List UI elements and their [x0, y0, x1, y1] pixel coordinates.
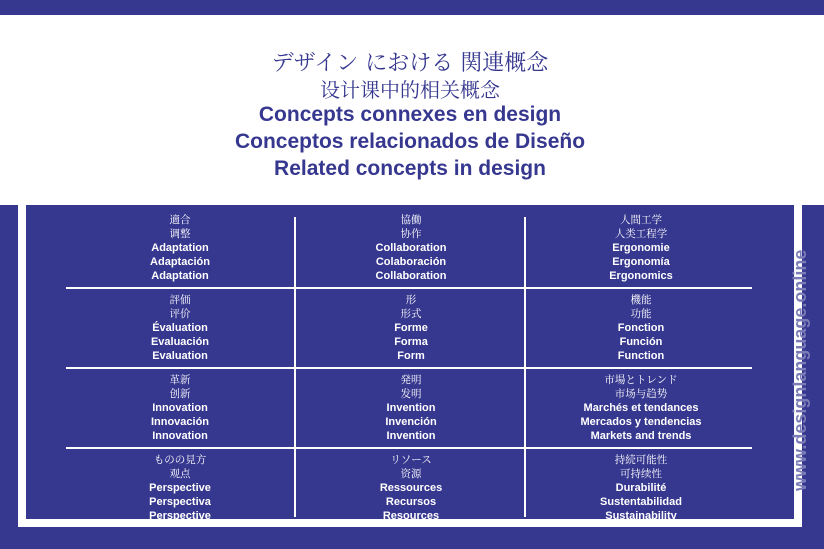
concept-cell	[296, 373, 526, 443]
concept-term-en: Perspective	[149, 510, 211, 522]
row-divider	[66, 367, 752, 369]
concept-term-fr: Marchés et tendances	[583, 402, 699, 414]
concept-cell	[65, 293, 295, 363]
concept-term-zh: 发明	[400, 388, 422, 400]
concept-term-zh: 协作	[400, 228, 422, 240]
concept-term-zh: 市场与趋势	[614, 388, 668, 400]
concept-cell	[526, 373, 756, 443]
concept-cell	[526, 293, 756, 363]
concept-term-es: Función	[619, 336, 663, 348]
concept-term-ja: 形	[405, 294, 417, 306]
concept-term-fr: Perspective	[149, 482, 211, 494]
concept-term-zh: 资源	[400, 468, 422, 480]
concept-term-en: Form	[397, 350, 425, 362]
concept-term-es: Mercados y tendencias	[580, 416, 702, 428]
concept-term-zh: 功能	[630, 308, 652, 320]
concept-term-en: Markets and trends	[590, 430, 692, 442]
title-chinese: 设计课中的相关概念	[320, 78, 500, 102]
title-block	[26, 23, 794, 205]
concept-term-zh: 调整	[169, 228, 191, 240]
title-english: Related concepts in design	[274, 157, 546, 180]
concept-term-fr: Évaluation	[152, 322, 208, 334]
concept-term-es: Perspectiva	[149, 496, 211, 508]
title-spanish: Conceptos relacionados de Diseño	[234, 130, 586, 153]
concept-term-es: Forma	[394, 336, 428, 348]
concept-term-zh: 评价	[169, 308, 191, 320]
row-divider	[66, 287, 752, 289]
concept-cell	[296, 453, 526, 523]
concept-term-fr: Innovation	[152, 402, 208, 414]
concept-term-es: Adaptación	[150, 256, 210, 268]
concept-term-ja: 革新	[169, 374, 191, 386]
concept-term-fr: Invention	[386, 402, 436, 414]
concept-term-zh: 人类工程学	[614, 228, 668, 240]
concept-cell	[296, 293, 526, 363]
concept-term-ja: 市場とトレンド	[604, 374, 678, 386]
concept-term-ja: ものの見方	[153, 454, 207, 466]
concept-term-en: Resources	[382, 510, 440, 522]
title-japanese: デザイン における 関連概念	[271, 51, 549, 76]
concept-term-fr: Fonction	[617, 322, 665, 334]
concept-term-fr: Forme	[394, 322, 428, 334]
concept-term-fr: Ergonomie	[612, 242, 670, 254]
concept-term-en: Adaptation	[151, 270, 209, 282]
concept-term-es: Invención	[385, 416, 437, 428]
concept-term-ja: 持続可能性	[614, 454, 668, 466]
row-divider	[66, 447, 752, 449]
concept-term-fr: Collaboration	[375, 242, 447, 254]
concept-term-fr: Ressources	[379, 482, 443, 494]
concept-term-zh: 形式	[400, 308, 422, 320]
concept-term-ja: 評価	[169, 294, 191, 306]
concept-cell	[526, 213, 756, 283]
website-vertical-text: www.designlanguage.online	[790, 249, 810, 491]
concept-term-es: Evaluación	[150, 336, 210, 348]
concept-cell	[65, 453, 295, 523]
concept-term-ja: 人間工学	[620, 214, 662, 226]
concept-term-ja: 機能	[630, 294, 652, 306]
concept-term-en: Sustainability	[605, 510, 677, 522]
concept-term-en: Evaluation	[152, 350, 208, 362]
concept-term-es: Innovación	[150, 416, 210, 428]
concept-cell	[296, 213, 526, 283]
concept-term-en: Function	[617, 350, 665, 362]
concept-cell	[526, 453, 756, 523]
concept-term-en: Collaboration	[375, 270, 447, 282]
concept-term-zh: 观点	[169, 468, 191, 480]
concept-term-fr: Durabilité	[615, 482, 667, 494]
concept-term-ja: 適合	[169, 214, 191, 226]
concept-term-en: Ergonomics	[609, 270, 673, 282]
concept-term-fr: Adaptation	[151, 242, 209, 254]
concept-term-en: Invention	[386, 430, 436, 442]
concept-term-zh: 创新	[169, 388, 191, 400]
concept-term-es: Ergonomía	[612, 256, 670, 268]
title-french: Concepts connexes en design	[258, 103, 562, 126]
concept-term-es: Recursos	[385, 496, 437, 508]
concept-term-en: Innovation	[152, 430, 208, 442]
concept-cell	[65, 213, 295, 283]
concept-term-es: Sustentabilidad	[600, 496, 682, 508]
concept-term-ja: 協働	[400, 214, 422, 226]
concept-term-zh: 可持续性	[620, 468, 662, 480]
top-blue-band	[0, 0, 824, 15]
concept-term-es: Colaboración	[375, 256, 447, 268]
concept-cell	[65, 373, 295, 443]
concept-term-ja: リソース	[390, 454, 432, 466]
concept-term-ja: 発明	[400, 374, 422, 386]
